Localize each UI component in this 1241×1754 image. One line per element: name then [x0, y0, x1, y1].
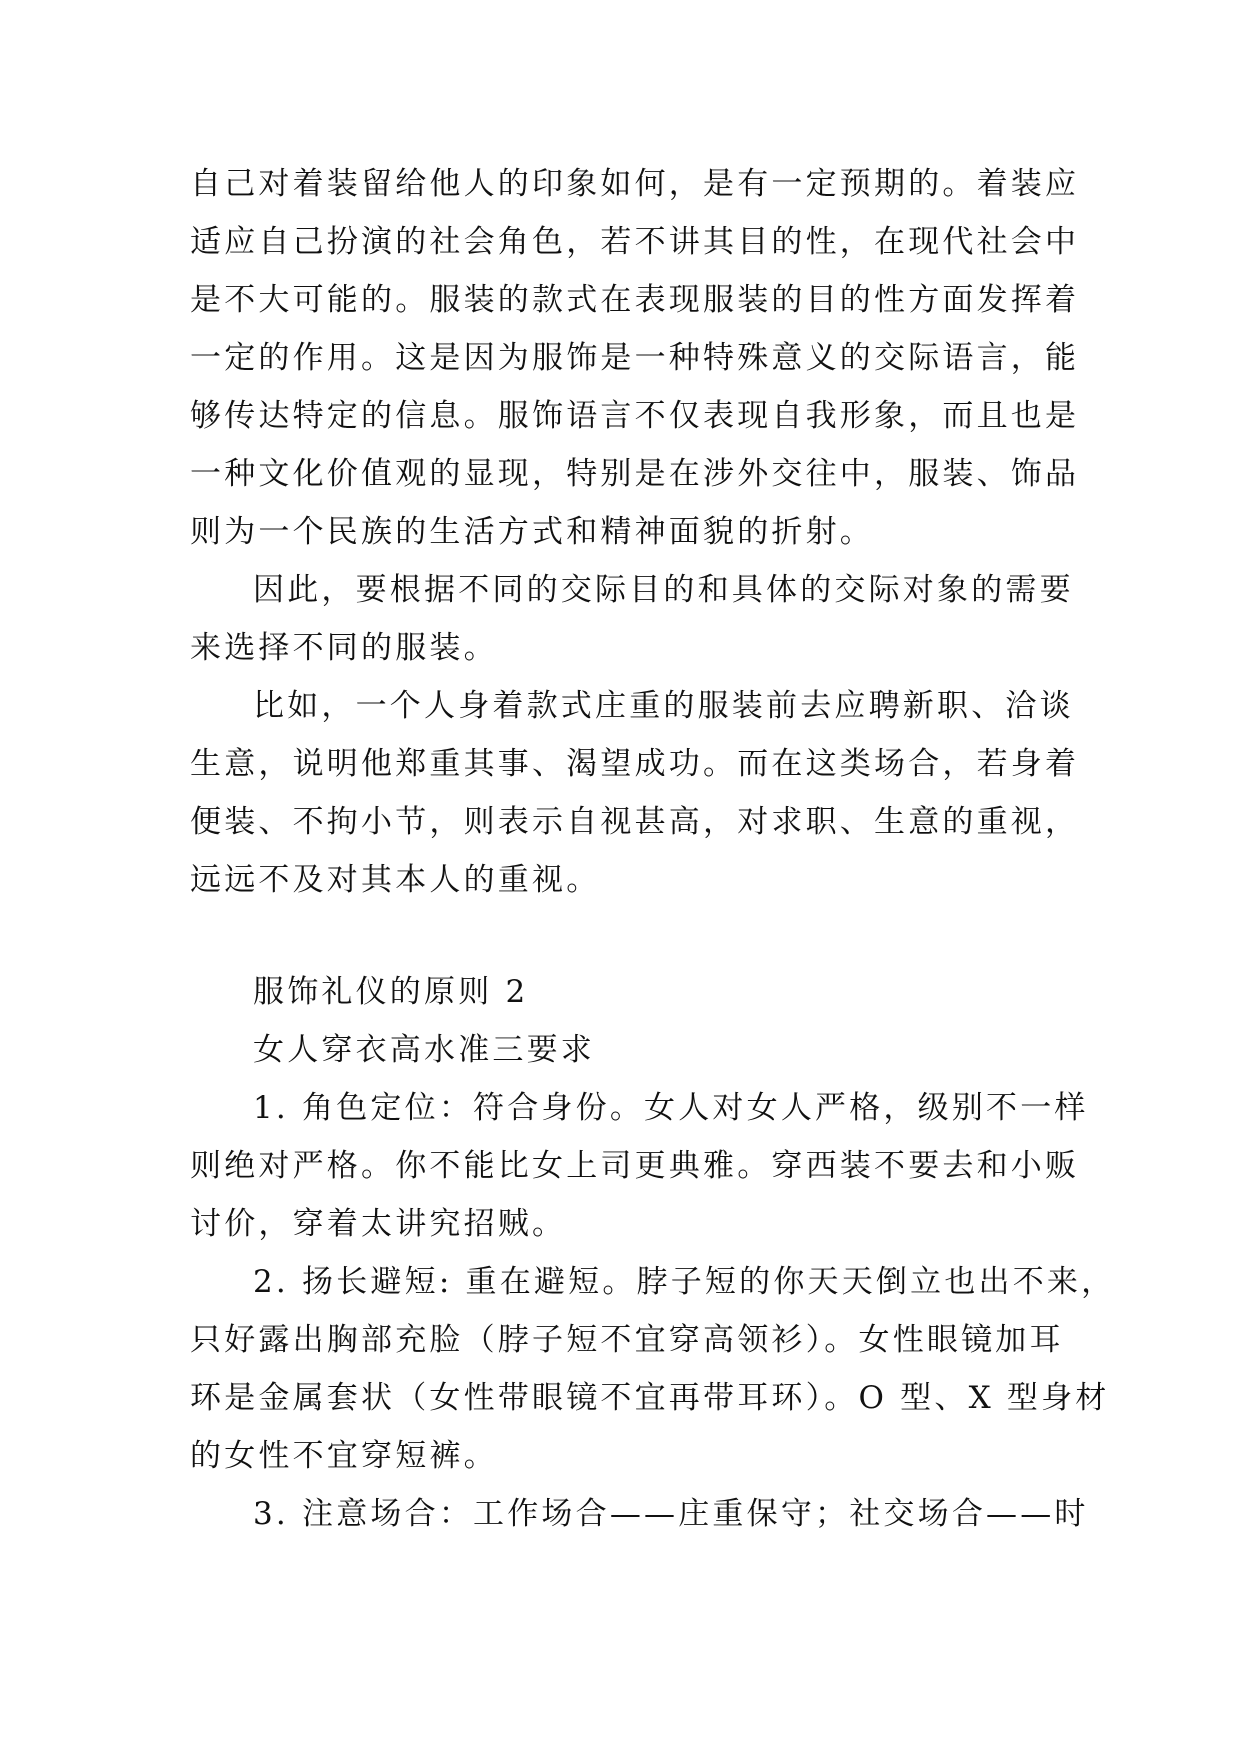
text-line: 环是金属套状（女性带眼镜不宜再带耳环）。O 型、X 型身材: [190, 1380, 1110, 1416]
list-item-start-line: 1. 角色定位：符合身份。女人对女人严格，级别不一样: [253, 1090, 1089, 1126]
list-item-start-line: 2. 扬长避短: 重在避短。脖子短的你天天倒立也出不来，: [253, 1264, 1116, 1300]
text-line: 一定的作用。这是因为服饰是一种特殊意义的交际语言，能: [190, 340, 1080, 376]
text-line: 是不大可能的。服装的款式在表现服装的目的性方面发挥着: [190, 282, 1080, 318]
text-line: 只好露出胸部充脸（脖子短不宜穿高领衫）。女性眼镜加耳: [190, 1322, 1064, 1358]
section-heading: 服饰礼仪的原则 2: [253, 974, 529, 1010]
text-line: 自己对着装留给他人的印象如何，是有一定预期的。着装应: [190, 166, 1080, 202]
text-line: 适应自己扮演的社会角色，若不讲其目的性，在现代社会中: [190, 224, 1080, 260]
text-line: 的女性不宜穿短裤。: [190, 1438, 498, 1474]
section-subheading: 女人穿衣高水准三要求: [253, 1032, 595, 1068]
text-line: 够传达特定的信息。服饰语言不仅表现自我形象，而且也是: [190, 398, 1080, 434]
paragraph-start-line: 比如，一个人身着款式庄重的服装前去应聘新职、洽谈: [253, 688, 1074, 724]
text-line: 讨价，穿着太讲究招贼。: [190, 1206, 567, 1242]
list-item-start-line: 3. 注意场合：工作场合——庄重保守；社交场合——时: [253, 1496, 1089, 1532]
text-line: 便装、不拘小节，则表示自视甚高，对求职、生意的重视，: [190, 804, 1080, 840]
text-line: 则绝对严格。你不能比女上司更典雅。穿西装不要去和小贩: [190, 1148, 1080, 1184]
text-line: 一种文化价值观的显现，特别是在涉外交往中，服装、饰品: [190, 456, 1080, 492]
text-line: 来选择不同的服装。: [190, 630, 498, 666]
text-line: 远远不及对其本人的重视。: [190, 862, 601, 898]
text-line: 生意，说明他郑重其事、渴望成功。而在这类场合，若身着: [190, 746, 1080, 782]
text-line: 则为一个民族的生活方式和精神面貌的折射。: [190, 514, 874, 550]
paragraph-start-line: 因此，要根据不同的交际目的和具体的交际对象的需要: [253, 572, 1074, 608]
